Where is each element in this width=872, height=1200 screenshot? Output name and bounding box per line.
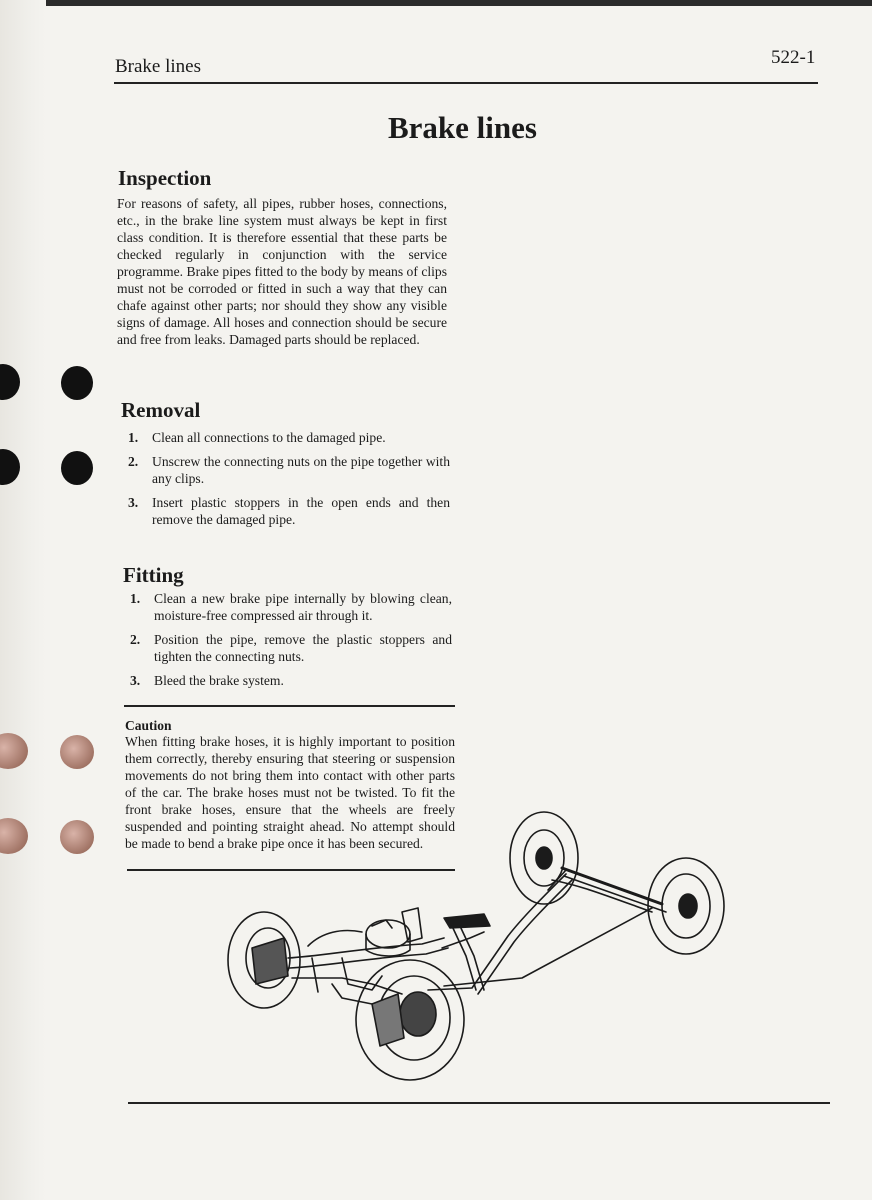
fitting-steps bbox=[130, 590, 452, 696]
front-left-wheel-icon bbox=[228, 912, 300, 1008]
step-text: Unscrew the connecting nuts on the pipe together with any clips. bbox=[152, 454, 450, 486]
punch-hole bbox=[60, 735, 94, 769]
binder-margin bbox=[0, 0, 46, 1200]
page-number: 522-1 bbox=[771, 47, 816, 68]
footer-rule bbox=[128, 1102, 830, 1104]
removal-heading: Removal bbox=[121, 398, 201, 422]
step-text: Insert plastic stoppers in the open ends and then remove the damaged pipe. bbox=[152, 495, 450, 527]
punch-hole bbox=[61, 451, 93, 485]
rear-left-wheel-icon bbox=[648, 858, 724, 954]
list-item bbox=[128, 429, 450, 446]
step-number: 1. bbox=[130, 591, 141, 606]
step-number: 2. bbox=[128, 454, 139, 469]
step-text: Bleed the brake system. bbox=[154, 673, 284, 688]
inspection-heading: Inspection bbox=[118, 166, 212, 190]
list-item bbox=[130, 631, 452, 665]
punch-hole bbox=[61, 366, 93, 400]
header-rule bbox=[114, 82, 818, 84]
running-title: Brake lines bbox=[115, 56, 202, 77]
step-text: Clean all connections to the damaged pipe. bbox=[152, 430, 386, 445]
step-text: Position the pipe, remove the plastic stoppers and tighten the connecting nuts. bbox=[154, 632, 452, 664]
caution-top-rule bbox=[124, 705, 455, 707]
list-item bbox=[130, 672, 452, 689]
inspection-paragraph: For reasons of safety, all pipes, rubber hoses, connections, etc., in the brake line system must always be kept in first class condition. It is therefore essential that these parts be checked regularly in conjunction with the service programme. Brake pipes fitted to the body by means of clips must not be corroded or fitted in such a way that they can chafe against other parts; nor should they show any visible signs of damage. All hoses and connection should be secure and free from leaks. Damaged parts should be replaced. bbox=[117, 196, 447, 347]
list-item bbox=[128, 494, 450, 528]
step-number: 3. bbox=[130, 673, 141, 688]
step-text: Clean a new brake pipe internally by blowing clean, moisture-free compressed air through it. bbox=[154, 591, 452, 623]
rear-right-wheel-icon bbox=[510, 812, 578, 904]
removal-steps bbox=[128, 429, 450, 535]
front-right-wheel-icon bbox=[356, 960, 464, 1080]
scan-top-edge bbox=[0, 0, 872, 6]
brake-line-system-illustration bbox=[222, 808, 730, 1086]
caution-paragraph: When fitting brake hoses, it is highly important to position them correctly, thereby ensuring that steering or suspension movements do not bring them into contact with other parts of the car. The brake hoses must not be twisted. To fit the front brake hoses, ensure that the wheels are freely suspended and pointing straight ahead. No attempt should be made to bend a brake pipe once it has been secured. bbox=[125, 734, 455, 851]
page-title: Brake lines bbox=[388, 110, 537, 145]
step-number: 1. bbox=[128, 430, 139, 445]
fitting-heading: Fitting bbox=[123, 563, 184, 587]
list-item bbox=[130, 590, 452, 624]
step-number: 2. bbox=[130, 632, 141, 647]
list-item bbox=[128, 453, 450, 487]
caution-heading: Caution bbox=[125, 718, 172, 733]
punch-hole bbox=[60, 820, 94, 854]
step-number: 3. bbox=[128, 495, 139, 510]
